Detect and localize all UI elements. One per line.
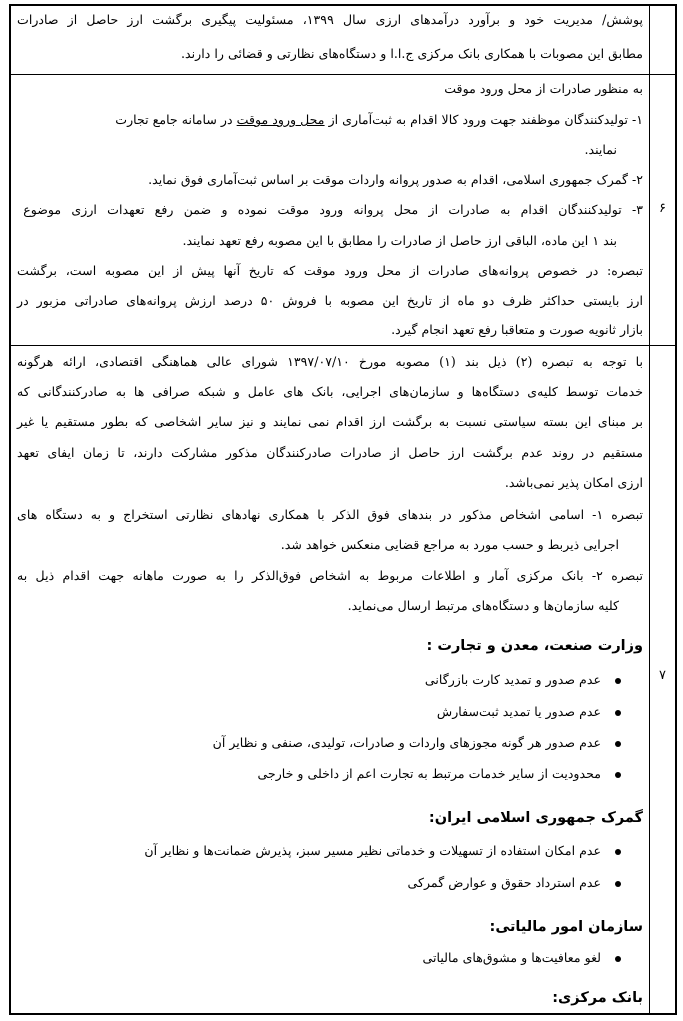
bullet-icon <box>615 741 621 747</box>
row-number-cell <box>649 6 675 74</box>
note-line: بازار ثانویه صورت و متعاقبا رفع تعهد انجام گیرد. <box>391 322 643 337</box>
ministry-item-text: عدم صدور و تمدید کارت بازرگانی <box>424 672 601 687</box>
bullet-icon <box>615 710 621 716</box>
ministry-item <box>213 735 621 750</box>
note-1-line: تبصره ۱- اسامی اشخاص مذکور در بندهای فوق الذکر با همکاری نهادهای نظارتی استخراج و به دستگاه های <box>17 507 643 522</box>
paragraph-line: با توجه به تبصره (۲) ذیل بند (۱) مصوبه مورخ ۱۳۹۷/۰۷/۱۰ شورای عالی هماهنگی اقتصادی، ارائه هرگونه <box>17 354 643 369</box>
paragraph-line: بر مبنای این بسته سیاستی نسبت به برگشت ارز اقدام نمی نمایند و نیز سایر اشخاصی که بطور مستقیم یا غیر <box>17 414 643 429</box>
row-content-cell <box>11 75 649 345</box>
item-3-continuation: بند ۱ این ماده، الباقی ارز حاصل از صادرات را مطابق با این مصوبه رفع تعهد نمایند. <box>182 233 617 248</box>
paragraph-line: خدمات توسط کلیه‌ی دستگاه‌ها و سازمان‌های اجرایی، بانک های عامل و شبکه صرافی ها به صادرکنندگانی که <box>17 384 643 399</box>
item-1-continuation: نمایند. <box>584 142 617 157</box>
tax-heading: سازمان امور مالیاتی: <box>489 919 643 935</box>
ministry-item-text: عدم صدور یا تمدید ثبت‌سفارش <box>436 704 601 719</box>
row-number-cell <box>649 346 675 1013</box>
section-intro: به منظور صادرات از محل ورود موقت <box>444 81 643 96</box>
paragraph-line: ارزی امکان پذیر نمی‌باشد. <box>504 475 643 490</box>
bullet-icon <box>615 849 621 855</box>
ministry-item-text: عدم صدور هر گونه مجوزهای واردات و صادرات، تولیدی، صنفی و نظایر آن <box>212 735 601 750</box>
ministry-item-text: محدودیت از سایر خدمات مرتبط به تجارت اعم از داخلی و خارجی <box>257 766 601 781</box>
table-row-7 <box>11 346 675 1013</box>
table-row-6 <box>11 75 675 346</box>
row-content-cell <box>11 6 649 74</box>
row-number: ۶ <box>659 201 666 216</box>
note-line: ارز بایستی حداکثر ظرف دو ماه از تاریخ این مصوبه با فروش ۵۰ درصد ارزش پروانه‌های صادراتی مزبور در <box>16 293 643 308</box>
paragraph-line: مستقیم در روند عدم برگشت ارز حاصل از صادرات صادرکنندگان مذکور مشارکت دارند، تا زمان ایفای تعهد <box>17 445 643 460</box>
row-content-cell <box>11 346 649 1013</box>
item-1-text-before: ۱- تولیدکنندگان موظفند جهت ورود کالا اقدام به ثبت‌آماری از <box>324 112 643 127</box>
note-1-line: اجرایی ذیربط و حسب مورد به مراجع قضایی منعکس خواهد شد. <box>280 537 619 552</box>
ministry-item <box>437 704 621 719</box>
item-1-text-after: در سامانه جامع تجارت <box>115 112 237 127</box>
item-1 <box>115 112 643 127</box>
row-number: ۷ <box>659 668 666 683</box>
table-row-continuation <box>11 6 675 75</box>
bullet-icon <box>615 956 621 962</box>
item-3: ۳- تولیدکنندگان اقدام به صادرات از محل پروانه ورود موقت نموده و ضمن رفع تعهدات ارزی موضوع <box>23 202 643 217</box>
note-line: تبصره: در خصوص پروانه‌های صادرات از محل ورود موقت که تاریخ آنها پیش از این مصوبه است، برگشت <box>17 263 643 278</box>
text-line: مطابق این مصوبات با همکاری بانک مرکزی ج.ا.ا و دستگاه‌های نظارتی و قضائی را دارند. <box>181 46 643 61</box>
bullet-icon <box>615 881 621 887</box>
note-2-line: کلیه سازمان‌ها و دستگاه‌های مرتبط ارسال می‌نماید. <box>347 598 619 613</box>
central-bank-heading: بانک مرکزی: <box>552 990 643 1006</box>
regulation-table <box>9 4 677 1015</box>
ministry-item <box>425 672 621 687</box>
customs-heading: گمرک جمهوری اسلامی ایران: <box>428 810 643 826</box>
bullet-icon <box>615 678 621 684</box>
customs-item <box>407 875 621 890</box>
ministry-item <box>257 766 621 781</box>
item-1-underlined-text: محل ورود موقت <box>236 112 325 127</box>
customs-item <box>144 843 621 858</box>
customs-item-text: عدم امکان استفاده از تسهیلات و خدماتی نظیر مسیر سبز، پذیرش ضمانت‌ها و نظایر آن <box>144 843 601 858</box>
row-number-cell <box>649 75 675 345</box>
customs-item-text: عدم استرداد حقوق و عوارض گمرکی <box>407 875 601 890</box>
note-2-line: تبصره ۲- بانک مرکزی آمار و اطلاعات مربوط به اشخاص فوق‌الذکر را به صورت ماهانه جهت اقدام ذیل به <box>17 568 643 583</box>
item-2: ۲- گمرک جمهوری اسلامی، اقدام به صدور پروانه واردات موقت بر اساس ثبت‌آماری فوق نماید. <box>148 172 643 187</box>
tax-item <box>423 950 622 965</box>
text-line: پوشش/ مدیریت خود و برآورد درآمدهای ارزی سال ۱۳۹۹، مسئولیت پیگیری برگشت ارز حاصل از صادرات <box>16 12 643 27</box>
bullet-icon <box>615 772 621 778</box>
ministry-heading: وزارت صنعت، معدن و تجارت : <box>426 638 643 654</box>
tax-item-text: لغو معافیت‌ها و مشوق‌های مالیاتی <box>422 950 601 965</box>
